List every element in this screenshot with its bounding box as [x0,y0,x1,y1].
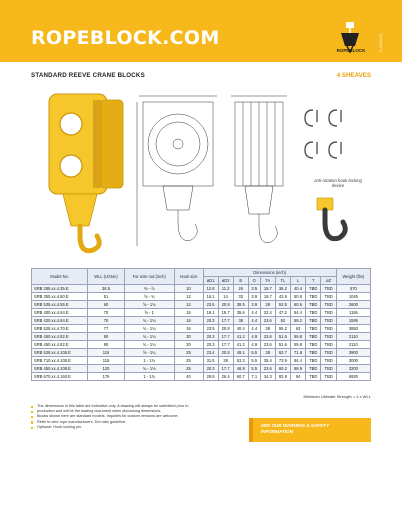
table-row [32,293,371,301]
model-cell: SRB 285.xx.4.35.E [32,285,88,293]
table-cell: ⅝ - ¾ [124,293,174,301]
table-cell: 23.5 [203,325,218,333]
table-cell: 2110 [336,341,370,349]
note-item: Refer to wire rope manufacturers. D/d ratio guideline. [31,420,241,425]
table-cell: 25 [174,365,203,373]
dimensions-group-header: Dimensions (inch) [203,269,336,277]
model-cell: SRB 535.xx.4.55.E [32,301,88,309]
col-hook: Hook size [174,269,203,285]
table-cell: TBD [306,357,321,365]
crane-block-drawing [31,86,371,264]
table-cell: 20.3 [203,341,218,349]
table-cell: TBD [306,301,321,309]
table-cell: 23.6 [260,341,275,349]
table-cell: TBD [321,341,336,349]
table-cell: 20.3 [203,317,218,325]
table-row [32,373,371,381]
table-cell: 50.8 [290,293,305,301]
table-cell: 55.2 [275,325,290,333]
table-cell: 60.2 [275,365,290,373]
table-row [32,317,371,325]
table-cell: 2110 [336,333,370,341]
table-cell: ¾ - 1⅛ [124,365,174,373]
col-wll: WLL (USton) [88,269,125,285]
spec-table [31,268,371,381]
table-cell: 1155 [336,309,370,317]
table-cell: 20 [174,333,203,341]
col-dim: T [306,277,321,285]
table-cell: ¾ - 1⅛ [124,317,174,325]
model-cell: SRB 450.xx.4.82.E [32,341,88,349]
table-cell: TBD [321,309,336,317]
table-cell: TBD [306,309,321,317]
table-cell: TBD [321,285,336,293]
page-header [0,0,402,62]
hook-caption: anti-rotation hook locking device [314,178,362,189]
table-cell: 7.1 [248,373,260,381]
table-cell: 23.6 [260,317,275,325]
table-cell: 28 [260,301,275,309]
table-cell: ¾ - 1⅛ [124,333,174,341]
section-subtitle: 4 SHEAVES [336,72,371,79]
min-ultimate-strength: Minimum Ultimate Strength = 4 x WLL [303,394,371,399]
table-cell: 26 [233,285,248,293]
note-item: production and will be the leading document when discussing dimensions. [31,409,241,414]
model-cell: SRB 450.xx.4.108.E [32,365,88,373]
table-cell: 94 [290,373,305,381]
col-dim: B [233,277,248,285]
table-row [32,333,371,341]
table-cell: 41.2 [233,341,248,349]
table-cell: ¾ - 1⅛ [124,341,174,349]
table-cell: 12 [174,293,203,301]
table-cell: 33 [233,293,248,301]
table-cell: 4.4 [248,309,260,317]
table-cell: 41.2 [233,333,248,341]
col-dim: L [290,277,305,285]
table-cell: ⅝ - 1 [124,309,174,317]
table-cell: 23.5 [203,301,218,309]
table-cell: 54.4 [290,309,305,317]
section-title: STANDARD REEVE CRANE BLOCKS [31,72,145,79]
table-cell: TBD [306,285,321,293]
table-cell: 5.5 [248,349,260,357]
table-cell: 51.6 [275,333,290,341]
col-weight: Weight (lbs) [336,269,370,285]
table-cell: 35.6 [233,309,248,317]
table-row [32,357,371,365]
col-dim: øD1 [203,277,218,285]
table-cell: 17.7 [218,333,233,341]
table-cell: 20.8 [218,301,233,309]
model-cell: SRB 420.xx.4.64.E [32,317,88,325]
table-cell: 19.7 [260,293,275,301]
table-cell: 115 [88,349,125,357]
table-cell: 2600 [336,301,370,309]
warning-label: SEE OUR WARNING & SAFETY INFORMATION [261,423,330,435]
table-cell: TBD [321,317,336,325]
table-row [32,325,371,333]
logo-text: ROPEBLOCK [336,48,366,53]
block-3d-illustration [49,94,123,251]
col-dim: øZ [321,277,336,285]
table-cell: 3850 [336,325,370,333]
table-cell: 59.2 [290,317,305,325]
document-code: V-1224-01 [378,33,383,52]
table-cell: 17.7 [218,317,233,325]
table-cell: 3.9 [248,301,260,309]
table-cell: 1595 [336,317,370,325]
table-cell: 29.8 [203,373,218,381]
table-cell: 34.3 [260,373,275,381]
note-item: Blocks shown here are standard models. Inquiries for custom versions are welcome. [31,414,241,419]
table-cell: 40 [174,373,203,381]
table-cell: 60.6 [290,301,305,309]
table-cell: TBD [306,373,321,381]
table-cell: 68.9 [290,365,305,373]
table-cell: 38.5 [233,301,248,309]
table-cell: 28 [218,357,233,365]
note-item: The dimensions in this table are indicative only. A drawing will always be submitted prior to [31,404,241,409]
table-cell: 15.7 [218,309,233,317]
table-cell: TBD [321,325,336,333]
front-view-drawing [137,96,217,246]
table-cell: 59.8 [290,333,305,341]
table-cell: 26.4 [218,373,233,381]
table-cell: 43.9 [275,293,290,301]
table-cell: ⅝ - 1⅛ [124,301,174,309]
table-cell: 23.4 [203,349,218,357]
table-cell: 3000 [336,357,370,365]
table-cell: 60 [88,301,125,309]
anti-rotation-hook-illustration [317,198,345,239]
table-cell: 60.7 [233,373,248,381]
table-cell: TBD [321,333,336,341]
table-row [32,285,371,293]
table-cell: 25 [174,349,203,357]
table-row [32,349,371,357]
table-cell: 31.5 [203,357,218,365]
table-cell: 1045 [336,293,370,301]
table-cell: 70 [88,309,125,317]
table-cell: 5.5 [248,357,260,365]
model-cell: SRB 450.xx.4.82.E [32,333,88,341]
model-cell: SRB 710.xx.4.105.E [32,357,88,365]
table-cell: 70 [88,317,125,325]
table-cell: 12.8 [203,285,218,293]
side-view-drawing [231,96,287,243]
table-cell: 3.9 [248,293,260,301]
col-dim: TA [260,277,275,285]
table-cell: 16.1 [203,293,218,301]
col-dim: O [248,277,260,285]
table-cell: TBD [306,317,321,325]
table-cell: 23.6 [260,365,275,373]
col-wire: For wire rod (inch) [124,269,174,285]
table-cell: 20.3 [203,365,218,373]
table-cell: 28 [260,349,275,357]
table-cell: 115 [88,357,125,365]
table-cell: 38 [233,317,248,325]
model-cell: SRB 400.xx.4.64.E [32,309,88,317]
table-cell: 16 [174,317,203,325]
table-cell: 15.7 [260,285,275,293]
table-cell: TBD [321,357,336,365]
table-cell: 16 [174,309,203,317]
table-cell: TBD [306,349,321,357]
table-cell: TBD [321,373,336,381]
table-cell: 77 [88,325,125,333]
model-cell: SRB 355.xx.4.50.E [32,293,88,301]
table-cell: ⅜ - ⅞ [124,285,174,293]
table-cell: ¾ - 1⅛ [124,325,174,333]
table-cell: TBD [306,341,321,349]
table-cell: 84.4 [290,357,305,365]
table-cell: 4.9 [248,341,260,349]
hook-detail-icons [305,110,341,158]
table-cell: TBD [321,349,336,357]
table-cell: 35.4 [260,357,275,365]
table-cell: 52 [275,317,290,325]
table-cell: 17.7 [218,341,233,349]
table-cell: 20.8 [218,349,233,357]
notes-list [31,404,241,430]
col-dim: øD2 [218,277,233,285]
table-cell: 90 [88,341,125,349]
table-row [32,309,371,317]
table-row [32,341,371,349]
table-cell: 3900 [336,349,370,357]
table-cell: 53.5 [275,301,290,309]
table-cell: 46.8 [233,365,248,373]
table-cell: 73.9 [275,357,290,365]
table-cell: 51 [88,293,125,301]
table-cell: 53.3 [233,357,248,365]
table-cell: 4.4 [248,325,260,333]
table-cell: 20.8 [218,325,233,333]
table-cell: TBD [306,293,321,301]
table-cell: TBD [321,365,336,373]
table-cell: 4.4 [248,317,260,325]
table-cell: 20 [174,341,203,349]
table-cell: ⅝ - 1¼ [124,349,174,357]
table-cell: 23.6 [260,333,275,341]
table-cell: 40.4 [233,325,248,333]
table-cell: 36.2 [275,285,290,293]
table-cell: 51.6 [275,341,290,349]
table-cell: 90 [88,333,125,341]
table-cell: 17.7 [218,365,233,373]
table-cell: 62.7 [275,349,290,357]
table-cell: 71.8 [290,349,305,357]
table-cell: TBD [306,325,321,333]
table-cell: 16 [174,325,203,333]
table-cell: 5.5 [248,365,260,373]
spec-table-body [32,285,371,381]
table-cell: 63 [290,325,305,333]
table-cell: 25 [174,357,203,365]
col-model: Model No. [32,269,88,285]
table-cell: 22.4 [260,309,275,317]
table-cell: 570 [336,285,370,293]
model-cell: SRB 528.xx.4.105.E [32,349,88,357]
table-cell: 1 - 1¾ [124,357,174,365]
table-cell: TBD [306,333,321,341]
table-cell: TBD [306,365,321,373]
table-cell: 20.3 [203,333,218,341]
table-row [32,365,371,373]
table-cell: 38.5 [88,285,125,293]
table-cell: 6930 [336,373,370,381]
note-item: Optional: Hook locking pin. [31,425,241,430]
warning-safety-link[interactable] [249,418,371,442]
table-cell: 3.5 [248,285,260,293]
brand-title: ROPEBLOCK.COM [31,27,220,49]
table-cell: 28 [260,325,275,333]
table-cell: 3200 [336,365,370,373]
table-cell: TBD [321,293,336,301]
table-cell: 11.2 [218,285,233,293]
table-cell: 12 [174,301,203,309]
table-cell: 10 [174,285,203,293]
model-cell: SRB 528.xx.4.70.E [32,325,88,333]
table-cell: 120 [88,365,125,373]
table-row [32,301,371,309]
table-cell: 48.1 [233,349,248,357]
table-cell: TBD [321,301,336,309]
table-cell: 14 [218,293,233,301]
table-cell: 1 - 1¾ [124,373,174,381]
table-cell: 59.8 [290,341,305,349]
table-cell: 47.2 [275,309,290,317]
table-cell: 82.9 [275,373,290,381]
table-cell: 40.4 [290,285,305,293]
model-cell: SRB 670.xx.4.160.E [32,373,88,381]
table-cell: 18.1 [203,309,218,317]
table-cell: 176 [88,373,125,381]
col-dim: TL [275,277,290,285]
table-cell: 4.9 [248,333,260,341]
